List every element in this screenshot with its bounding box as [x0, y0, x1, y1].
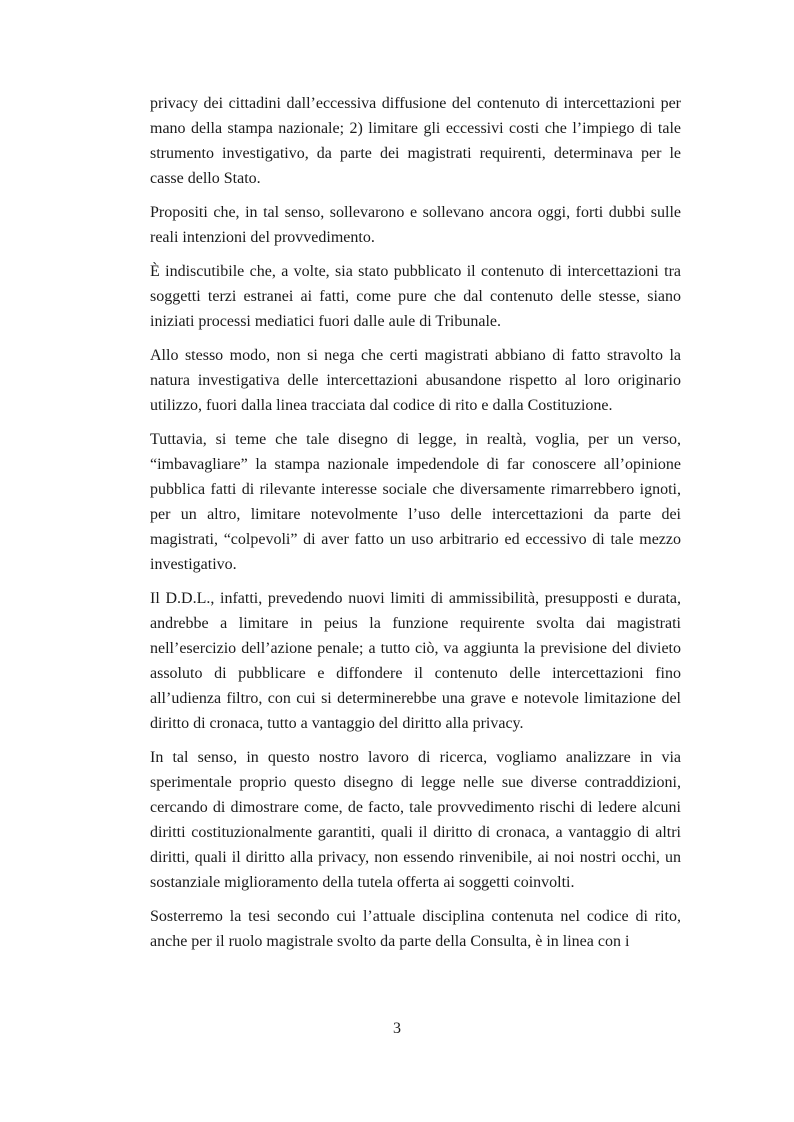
paragraph: Sosterremo la tesi secondo cui l’attuale disciplina contenuta nel codice di rito, anche per il ruolo magistrale svolto da parte della Consulta, è in linea con i	[150, 908, 681, 950]
paragraph: Tuttavia, si teme che tale disegno di legge, in realtà, voglia, per un verso, “imbavagliare” la stampa nazionale impedendole di far conoscere all’opinione pubblica fatti di rilevante interesse sociale che diversamente rimarrebbero ignoti, per un altro, limitare notevolmente l’uso delle intercettazioni da parte dei magistrati, “colpevoli” di aver fatto un uso arbitrario ed eccessivo di tale mezzo investigativo.	[150, 431, 681, 573]
paragraph: È indiscutibile che, a volte, sia stato pubblicato il contenuto di intercettazioni tra soggetti terzi estranei ai fatti, come pure che dal contenuto delle stesse, siano iniziati processi mediatici fuori dalle aule di Tribunale.	[150, 263, 681, 330]
page-number: 3	[393, 1020, 401, 1037]
paragraph: Propositi che, in tal senso, sollevarono e sollevano ancora oggi, forti dubbi sulle reali intenzioni del provvedimento.	[150, 204, 681, 246]
document-body	[150, 91, 681, 963]
paragraph: Il D.D.L., infatti, prevedendo nuovi limiti di ammissibilità, presupposti e durata, andrebbe a limitare in peius la funzione requirente svolta dai magistrati nell’esercizio dell’azione penale; a tutto ciò, va aggiunta la previsione del divieto assoluto di pubblicare e diffondere il contenuto delle intercettazioni fino all’udienza filtro, con cui si determinerebbe una grave e notevole limitazione del diritto di cronaca, tutto a vantaggio del diritto alla privacy.	[150, 590, 681, 732]
paragraph: privacy dei cittadini dall’eccessiva diffusione del contenuto di intercettazioni per mano della stampa nazionale; 2) limitare gli eccessivi costi che l’impiego di tale strumento investigativo, da parte dei magistrati requirenti, determinava per le casse dello Stato.	[150, 95, 681, 187]
paragraph: In tal senso, in questo nostro lavoro di ricerca, vogliamo analizzare in via sperimentale proprio questo disegno di legge nelle sue diverse contraddizioni, cercando di dimostrare come, de facto, tale provvedimento rischi di ledere alcuni diritti costituzionalmente garantiti, quali il diritto di cronaca, a vantaggio di altri diritti, quali il diritto alla privacy, non essendo rinvenibile, ai noi nostri occhi, un sostanziale miglioramento della tutela offerta ai soggetti coinvolti.	[150, 749, 681, 891]
paragraph: Allo stesso modo, non si nega che certi magistrati abbiano di fatto stravolto la natura investigativa delle intercettazioni abusandone rispetto al loro originario utilizzo, fuori dalla linea tracciata dal codice di rito e dalla Costituzione.	[150, 347, 681, 414]
